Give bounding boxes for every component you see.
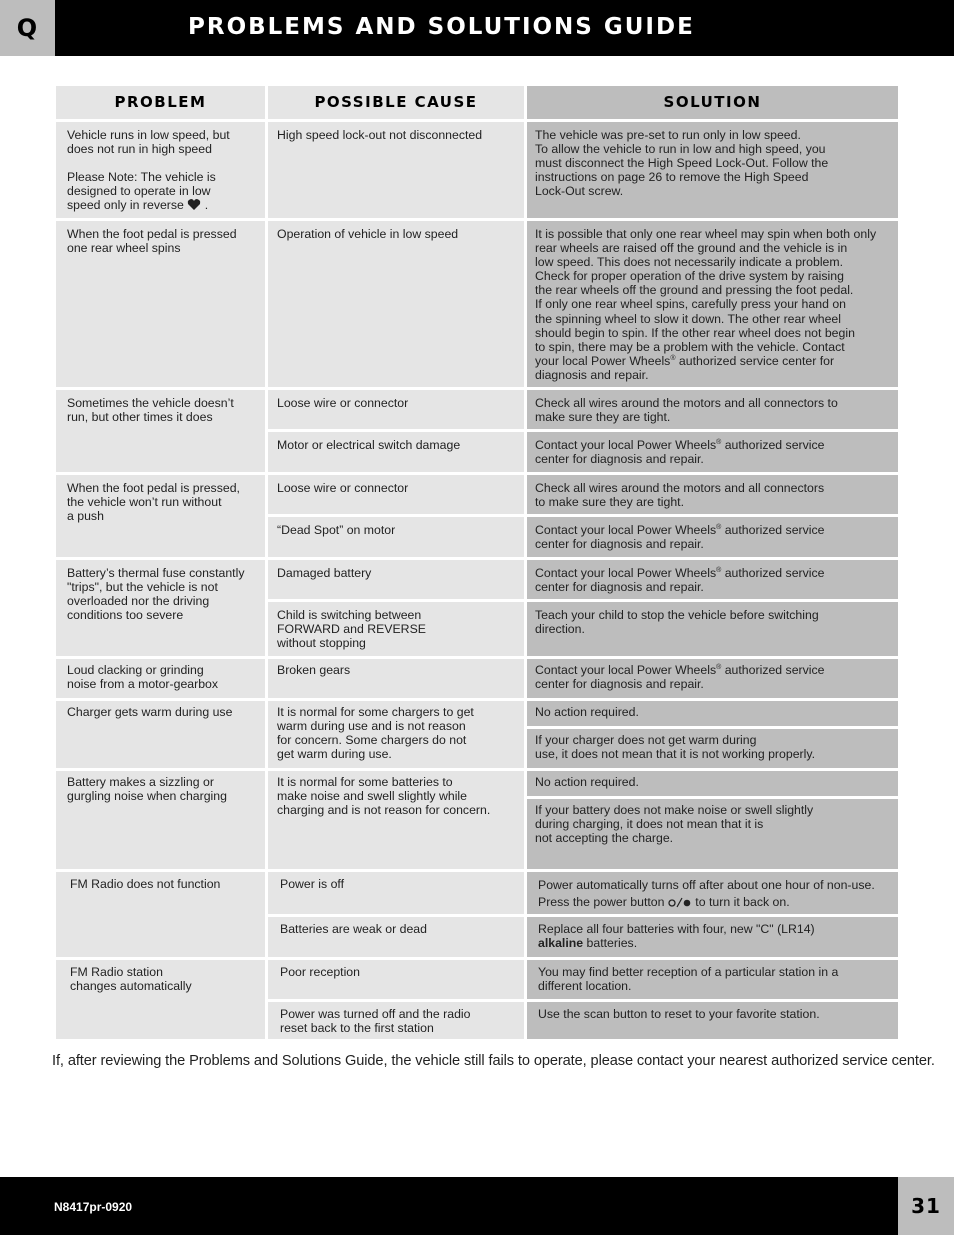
cause-text: Power is off [280, 877, 345, 891]
solution-cell [527, 390, 898, 429]
cause-text: Poor reception [280, 965, 360, 979]
cause-cell [268, 390, 524, 429]
problem-cell [56, 221, 265, 387]
problem-text: FM Radio does not function [70, 877, 221, 891]
solution-cell [527, 475, 898, 514]
solution-text: Power automatically turns off after about one hour of non-use. Press the power button to turn it back on. [538, 877, 875, 913]
cause-cell [268, 872, 524, 914]
problem-cell [56, 960, 265, 1039]
cause-text: “Dead Spot” on motor [277, 523, 396, 537]
problem-cell [56, 560, 265, 656]
problem-text: Battery’s thermal fuse constantly "trips", but the vehicle is not overloaded nor the driving conditions too severe [67, 566, 245, 623]
cause-cell [268, 475, 524, 514]
solution-text: Check all wires around the motors and all connectors to make sure they are tight. [535, 481, 825, 510]
solution-cell [527, 560, 898, 599]
problem-text: Loud clacking or grinding noise from a motor-gearbox [67, 663, 219, 692]
column-header-problem: PROBLEM [56, 86, 265, 119]
solution-text: You may find better reception of a particular station in a different location. [538, 965, 839, 994]
page-number: 31 [898, 1177, 954, 1235]
problem-cell [56, 701, 265, 768]
cause-cell [268, 517, 524, 557]
solution-text: Contact your local Power Wheels® authorized service center for diagnosis and repair. [535, 438, 825, 467]
cause-text: Operation of vehicle in low speed [277, 227, 459, 241]
cause-cell [268, 1002, 524, 1039]
solution-cell [527, 602, 898, 656]
cause-text: It is normal for some chargers to get warm during use and is not reason for concern. Some chargers do not get warm during use. [277, 705, 474, 762]
cause-cell [268, 960, 524, 999]
cause-text: Damaged battery [277, 566, 372, 580]
cause-text: Batteries are weak or dead [280, 922, 427, 936]
cause-text: Loose wire or connector [277, 481, 409, 495]
cause-text: Power was turned off and the radio reset back to the first station [280, 1007, 471, 1036]
cause-text: High speed lock-out not disconnected [277, 128, 483, 142]
solution-cell [527, 122, 898, 218]
problem-text: FM Radio station changes automatically [70, 965, 192, 994]
solution-text: Replace all four batteries with four, new "C" (LR14) alkaline batteries. [538, 922, 815, 951]
problem-text: When the foot pedal is pressed one rear wheel spins [67, 227, 237, 256]
problem-text: Battery makes a sizzling or gurgling noise when charging [67, 775, 227, 804]
problem-cell [56, 659, 265, 698]
power-button-icon [668, 896, 692, 913]
solution-text: Check all wires around the motors and all connectors to make sure they are tight. [535, 396, 838, 425]
solution-cell [527, 960, 898, 999]
solution-text: If your battery does not make noise or swell slightly during charging, it does not mean that it is not accepting the charge. [535, 803, 814, 846]
solution-cell [527, 917, 898, 957]
solution-text: Teach your child to stop the vehicle before switching direction. [535, 608, 819, 637]
footnote: If, after reviewing the Problems and Solutions Guide, the vehicle still fails to operate, please contact your nearest authorized service center. [52, 1053, 935, 1069]
problem-cell [56, 771, 265, 869]
section-letter-badge: Q [0, 0, 55, 56]
problem-cell [56, 122, 265, 218]
cause-cell [268, 917, 524, 957]
solution-text: It is possible that only one rear wheel may spin when both only rear wheels are raised off the ground and the vehicle is in low speed. This does not necessarily indicate a problem. Check for proper operation of the drive system by raising the rear wheels off the ground and pressing the foot pedal. If only one rear wheel spins, carefully press your hand on the spinning wheel to slow it down. The other rear wheel should begin to spin. If the other rear wheel does not begin to spin, there may be a problem with the vehicle. Contact your local Power Wheels® authorized service center for diagnosis and repair. [535, 227, 877, 382]
solution-cell [527, 771, 898, 796]
cause-text: It is normal for some batteries to make noise and swell slightly while charging and is not reason for concern. [277, 775, 491, 818]
problem-text: When the foot pedal is pressed, the vehicle won’t run without a push [67, 481, 240, 524]
solution-cell [527, 432, 898, 472]
column-header-solution: SOLUTION [527, 86, 898, 119]
cause-cell [268, 122, 524, 218]
column-header-possible-cause: POSSIBLE CAUSE [268, 86, 524, 119]
cause-text: Motor or electrical switch damage [277, 438, 461, 452]
problem-cell [56, 390, 265, 472]
solution-text: Contact your local Power Wheels® authorized service center for diagnosis and repair. [535, 663, 825, 692]
solution-text: The vehicle was pre-set to run only in low speed. To allow the vehicle to run in low and high speed, you must disconnect the High Speed Lock-Out. Follow the instructions on page 26 to remove the High Speed Lock-Out screw. [535, 128, 829, 199]
reverse-pedal-icon [187, 198, 201, 214]
problem-text: Vehicle runs in low speed, but does not run in high speed Please Note: The vehicle is designed to operate in low speed only in reverse . [67, 128, 230, 215]
cause-cell [268, 701, 524, 768]
cause-cell [268, 771, 524, 869]
cause-text: Loose wire or connector [277, 396, 409, 410]
solution-cell [527, 1002, 898, 1039]
solution-cell [527, 872, 898, 914]
solution-text: No action required. [535, 775, 639, 789]
cause-cell [268, 659, 524, 698]
problem-text: Charger gets warm during use [67, 705, 233, 719]
solution-cell [527, 659, 898, 698]
solution-text: No action required. [535, 705, 639, 719]
cause-text: Child is switching between FORWARD and REVERSE without stopping [277, 608, 426, 651]
problem-text: Sometimes the vehicle doesn’t run, but other times it does [67, 396, 234, 425]
solution-cell [527, 799, 898, 869]
cause-text: Broken gears [277, 663, 351, 677]
cause-cell [268, 221, 524, 387]
problem-cell [56, 872, 265, 957]
solution-cell [527, 701, 898, 726]
problem-cell [56, 475, 265, 557]
document-code: N8417pr-0920 [54, 1200, 133, 1214]
solution-text: Contact your local Power Wheels® authorized service center for diagnosis and repair. [535, 566, 825, 595]
solution-cell [527, 729, 898, 768]
footer-bar [0, 1177, 898, 1235]
solution-cell [527, 517, 898, 557]
solution-text: Use the scan button to reset to your favorite station. [538, 1007, 820, 1021]
problems-solutions-table [56, 86, 898, 1039]
page-title: PROBLEMS AND SOLUTIONS GUIDE [188, 14, 695, 40]
solution-text: If your charger does not get warm during use, it does not mean that it is not working properly. [535, 733, 816, 762]
cause-cell [268, 432, 524, 472]
cause-cell [268, 602, 524, 656]
solution-cell [527, 221, 898, 387]
cause-cell [268, 560, 524, 599]
solution-text: Contact your local Power Wheels® authorized service center for diagnosis and repair. [535, 523, 825, 552]
